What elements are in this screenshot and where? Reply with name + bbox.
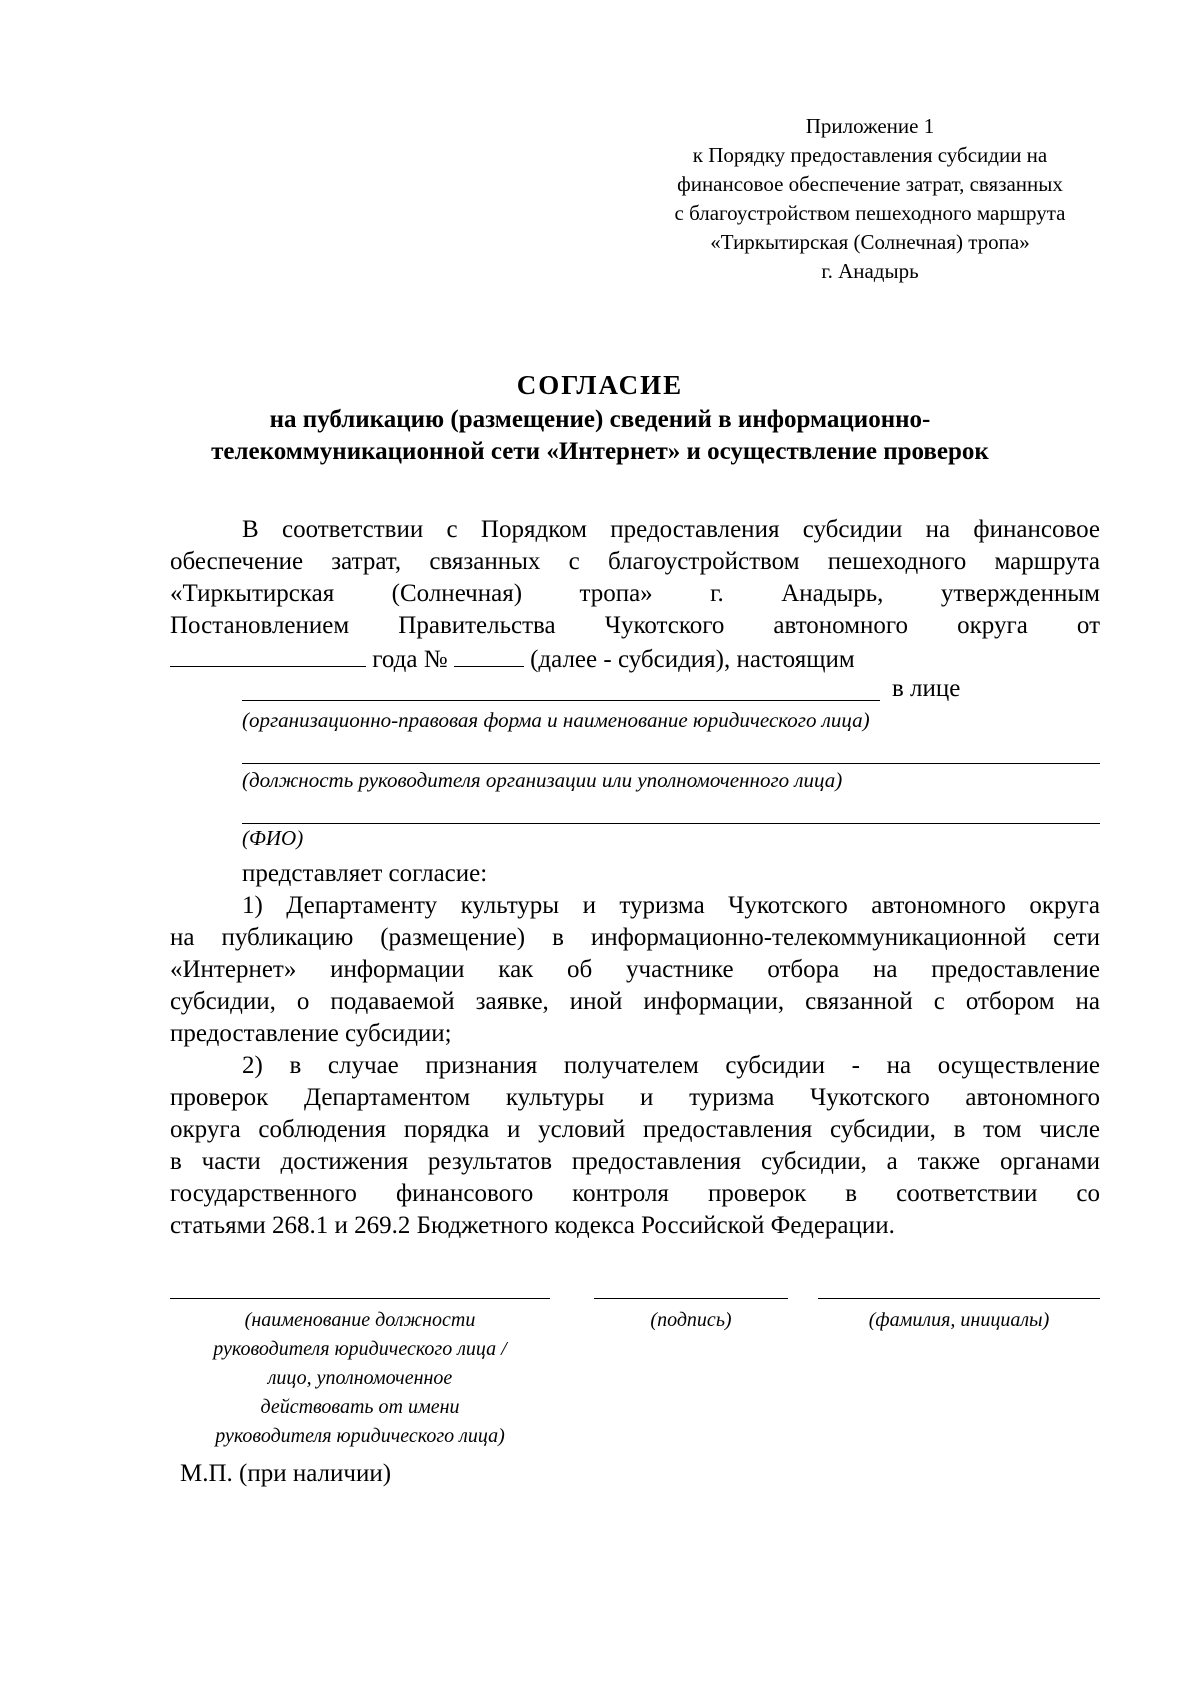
org-name-field[interactable] <box>242 700 880 701</box>
consent-item1-line: 1) Департаменту культуры и туризма Чукотского автономного округа <box>242 892 1100 919</box>
intro-line: обеспечение затрат, связанных с благоустройством пешеходного маршрута <box>170 548 1100 575</box>
org-field-caption: (организационно-правовая форма и наименование юридического лица) <box>242 708 870 732</box>
fio-field[interactable] <box>242 823 1100 824</box>
signature-caption: (подпись) <box>650 1309 732 1331</box>
appendix-line: Приложение 1 <box>805 114 935 138</box>
intro-line: «Тиркытирская (Солнечная) тропа» г. Анадырь, утвержденным <box>170 580 1100 607</box>
signatory-name-field[interactable] <box>818 1298 1100 1299</box>
caption-line: действовать от имени <box>260 1396 460 1418</box>
appendix-line: к Порядку предоставления субсидии на <box>692 143 1048 167</box>
signatory-position-caption <box>160 1306 560 1451</box>
caption-line: руководителя юридического лица / <box>213 1338 507 1360</box>
fio-field-caption: (ФИО) <box>242 826 304 850</box>
signatory-name-caption: (фамилия, инициалы) <box>868 1309 1050 1331</box>
consent-item2-last: статьями 268.1 и 269.2 Бюджетного кодекса Российской Федерации. <box>170 1212 895 1239</box>
document-title: СОГЛАСИЕ <box>516 370 684 400</box>
appendix-line: г. Анадырь <box>821 259 919 283</box>
consent-item2-line: округа соблюдения порядка и условий предоставления субсидии, в том числе <box>170 1116 1100 1143</box>
consent-item2-line: государственного финансового контроля проверок в соответствии со <box>170 1180 1100 1207</box>
document-subtitle-line2: телекоммуникационной сети «Интернет» и осуществление проверок <box>211 438 989 465</box>
appendix-line: «Тиркытирская (Солнечная) тропа» <box>710 230 1030 254</box>
consent-intro: представляет согласие: <box>242 860 488 887</box>
stamp-label: М.П. (при наличии) <box>180 1460 392 1487</box>
number-blank[interactable] <box>454 642 524 667</box>
intro-line: Постановлением Правительства Чукотского автономного округа от <box>170 612 1100 639</box>
in-person-label: в лице <box>892 675 961 702</box>
caption-line: (наименование должности <box>244 1309 476 1331</box>
document-subtitle-line1: на публикацию (размещение) сведений в информационно- <box>269 406 931 433</box>
consent-item1-line: на публикацию (размещение) в информационно-телекоммуникационной сети <box>170 924 1100 951</box>
signatory-position-field[interactable] <box>170 1298 550 1299</box>
caption-line: руководителя юридического лица) <box>215 1425 505 1447</box>
intro-line-date <box>170 642 855 675</box>
caption-line: лицо, уполномоченное <box>267 1367 453 1389</box>
position-field-caption: (должность руководителя организации или уполномоченного лица) <box>242 768 843 792</box>
position-field[interactable] <box>242 763 1100 764</box>
appendix-line: с благоустройством пешеходного маршрута <box>674 201 1066 225</box>
intro-line-tail: (далее - субсидия), настоящим <box>530 646 855 673</box>
consent-item2-line: проверок Департаментом культуры и туризма Чукотского автономного <box>170 1084 1100 1111</box>
consent-item1-line: «Интернет» информации как об участнике отбора на предоставление <box>170 956 1100 983</box>
consent-item2-line: 2) в случае признания получателем субсидии - на осуществление <box>242 1052 1100 1079</box>
consent-item1-line: субсидии, о подаваемой заявке, иной информации, связанной с отбором на <box>170 988 1100 1015</box>
intro-line: В соответствии с Порядком предоставления субсидии на финансовое <box>242 516 1100 543</box>
year-number-label: года № <box>372 646 448 673</box>
date-blank[interactable] <box>170 642 366 667</box>
appendix-header <box>620 112 1120 286</box>
consent-item1-last: предоставление субсидии; <box>170 1020 452 1047</box>
signature-field[interactable] <box>594 1298 788 1299</box>
appendix-line: финансовое обеспечение затрат, связанных <box>677 172 1063 196</box>
consent-item2-line: в части достижения результатов предоставления субсидии, а также органами <box>170 1148 1100 1175</box>
